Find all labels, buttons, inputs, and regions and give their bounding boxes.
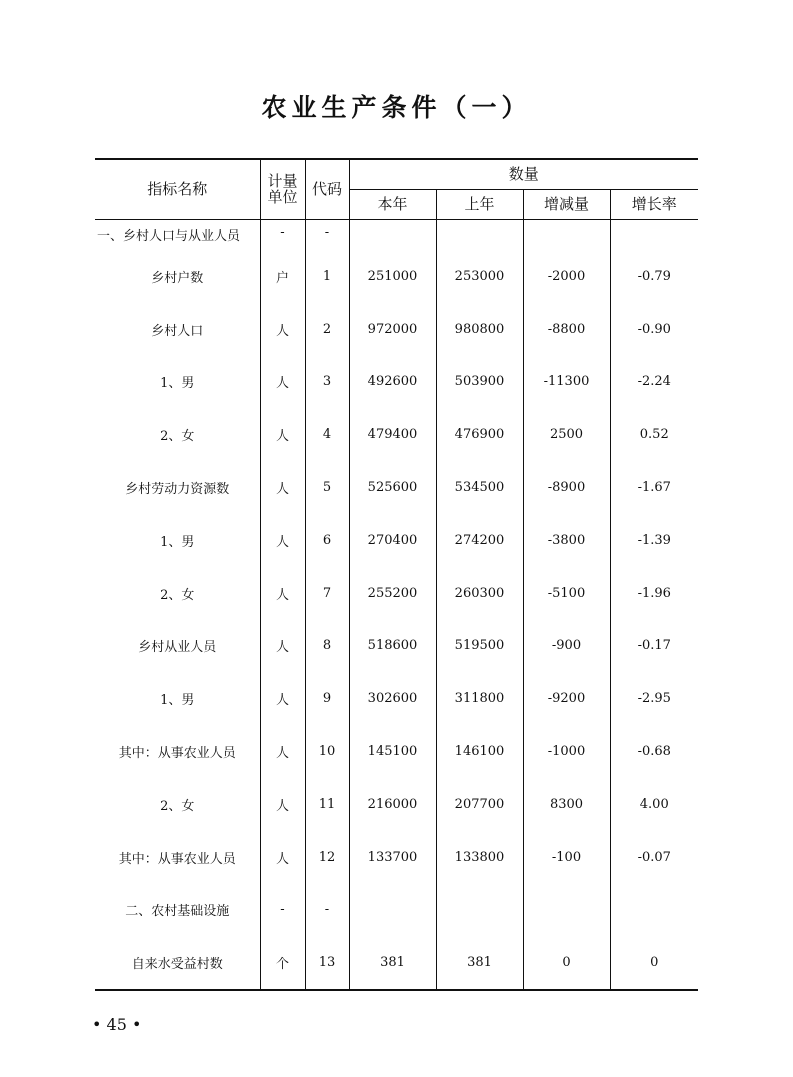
cell-unit: 人 xyxy=(260,620,305,673)
page-title: 农业生产条件（一） xyxy=(261,93,532,122)
cell-name: 2、女 xyxy=(95,567,260,620)
cell-this-year: 518600 xyxy=(349,620,436,673)
header-change: 增减量 xyxy=(523,190,610,220)
cell-unit: 人 xyxy=(260,725,305,778)
cell-growth: 0 xyxy=(610,936,698,990)
cell-this-year: 251000 xyxy=(349,250,436,303)
cell-name: 乡村从业人员 xyxy=(95,620,260,673)
cell-last-year: 381 xyxy=(436,936,523,990)
cell-change: -1000 xyxy=(523,725,610,778)
table-row xyxy=(95,778,698,831)
cell-last-year: 207700 xyxy=(436,778,523,831)
cell-this-year: 145100 xyxy=(349,725,436,778)
cell-growth: -2.95 xyxy=(610,672,698,725)
cell-change: -5100 xyxy=(523,567,610,620)
cell-last-year: 274200 xyxy=(436,514,523,567)
cell-unit: 个 xyxy=(260,936,305,990)
table-row xyxy=(95,356,698,409)
cell-growth: 4.00 xyxy=(610,778,698,831)
table-row xyxy=(95,303,698,356)
cell-name: 自来水受益村数 xyxy=(95,936,260,990)
cell-unit: - xyxy=(260,220,305,251)
table-row xyxy=(95,250,698,303)
cell-change: -9200 xyxy=(523,672,610,725)
cell-growth: -2.24 xyxy=(610,356,698,409)
statistics-table xyxy=(95,158,698,991)
table-row xyxy=(95,884,698,937)
cell-last-year: 260300 xyxy=(436,567,523,620)
header-quantity: 数量 xyxy=(349,159,698,190)
cell-growth: -0.68 xyxy=(610,725,698,778)
cell-last-year: 476900 xyxy=(436,408,523,461)
table-row xyxy=(95,220,698,251)
cell-last-year: 980800 xyxy=(436,303,523,356)
cell-name: 乡村户数 xyxy=(95,250,260,303)
cell-unit: 人 xyxy=(260,461,305,514)
header-unit: 计量单位 xyxy=(260,159,305,220)
cell-name: 1、男 xyxy=(95,672,260,725)
cell-unit: 人 xyxy=(260,778,305,831)
table-row xyxy=(95,461,698,514)
cell-this-year: 492600 xyxy=(349,356,436,409)
table-row xyxy=(95,620,698,673)
cell-growth: -0.90 xyxy=(610,303,698,356)
cell-this-year: 381 xyxy=(349,936,436,990)
cell-growth: 0.52 xyxy=(610,408,698,461)
table-row xyxy=(95,567,698,620)
cell-change: -3800 xyxy=(523,514,610,567)
cell-name: 2、女 xyxy=(95,408,260,461)
cell-unit: 人 xyxy=(260,567,305,620)
cell-change: -100 xyxy=(523,831,610,884)
cell-change: 0 xyxy=(523,936,610,990)
cell-code: 9 xyxy=(305,672,349,725)
header-growth: 增长率 xyxy=(610,190,698,220)
cell-change: -900 xyxy=(523,620,610,673)
cell-growth: -0.07 xyxy=(610,831,698,884)
cell-unit: 人 xyxy=(260,356,305,409)
cell-code: 12 xyxy=(305,831,349,884)
header-last-year: 上年 xyxy=(436,190,523,220)
cell-change: -8800 xyxy=(523,303,610,356)
table-row xyxy=(95,936,698,990)
cell-last-year xyxy=(436,884,523,937)
cell-last-year: 253000 xyxy=(436,250,523,303)
cell-growth xyxy=(610,884,698,937)
cell-change: -11300 xyxy=(523,356,610,409)
cell-code: 13 xyxy=(305,936,349,990)
cell-this-year: 255200 xyxy=(349,567,436,620)
table-row xyxy=(95,672,698,725)
cell-name: 乡村人口 xyxy=(95,303,260,356)
cell-code: 3 xyxy=(305,356,349,409)
cell-this-year: 270400 xyxy=(349,514,436,567)
cell-change xyxy=(523,220,610,251)
cell-this-year: 216000 xyxy=(349,778,436,831)
table-row xyxy=(95,408,698,461)
cell-last-year: 146100 xyxy=(436,725,523,778)
cell-unit: 人 xyxy=(260,672,305,725)
cell-growth: -0.79 xyxy=(610,250,698,303)
cell-this-year xyxy=(349,220,436,251)
cell-last-year: 519500 xyxy=(436,620,523,673)
cell-last-year xyxy=(436,220,523,251)
cell-unit: 人 xyxy=(260,303,305,356)
cell-code: 10 xyxy=(305,725,349,778)
cell-code: - xyxy=(305,884,349,937)
cell-code: 2 xyxy=(305,303,349,356)
table-row xyxy=(95,514,698,567)
cell-this-year: 525600 xyxy=(349,461,436,514)
table-row xyxy=(95,725,698,778)
cell-this-year: 479400 xyxy=(349,408,436,461)
cell-change: -2000 xyxy=(523,250,610,303)
cell-last-year: 311800 xyxy=(436,672,523,725)
cell-change: 8300 xyxy=(523,778,610,831)
cell-name: 1、男 xyxy=(95,356,260,409)
cell-change: -8900 xyxy=(523,461,610,514)
cell-unit: 人 xyxy=(260,514,305,567)
cell-unit: 人 xyxy=(260,408,305,461)
cell-code: 1 xyxy=(305,250,349,303)
cell-code: 7 xyxy=(305,567,349,620)
cell-unit: - xyxy=(260,884,305,937)
cell-change: 2500 xyxy=(523,408,610,461)
cell-this-year xyxy=(349,884,436,937)
header-code: 代码 xyxy=(305,159,349,220)
table-body xyxy=(95,220,698,991)
cell-name: 2、女 xyxy=(95,778,260,831)
cell-name: 一、乡村人口与从业人员 xyxy=(95,220,260,251)
cell-change xyxy=(523,884,610,937)
cell-this-year: 972000 xyxy=(349,303,436,356)
cell-name: 其中：从事农业人员 xyxy=(95,725,260,778)
cell-growth: -1.96 xyxy=(610,567,698,620)
cell-name: 1、男 xyxy=(95,514,260,567)
cell-last-year: 534500 xyxy=(436,461,523,514)
cell-code: 4 xyxy=(305,408,349,461)
cell-last-year: 133800 xyxy=(436,831,523,884)
cell-this-year: 133700 xyxy=(349,831,436,884)
cell-code: - xyxy=(305,220,349,251)
header-this-year: 本年 xyxy=(349,190,436,220)
table-row xyxy=(95,831,698,884)
cell-growth: -0.17 xyxy=(610,620,698,673)
cell-code: 11 xyxy=(305,778,349,831)
page-number: • 45 • xyxy=(92,1015,142,1034)
cell-growth: -1.67 xyxy=(610,461,698,514)
cell-code: 6 xyxy=(305,514,349,567)
cell-name: 二、农村基础设施 xyxy=(95,884,260,937)
cell-last-year: 503900 xyxy=(436,356,523,409)
cell-unit: 户 xyxy=(260,250,305,303)
cell-name: 其中：从事农业人员 xyxy=(95,831,260,884)
cell-growth xyxy=(610,220,698,251)
header-name: 指标名称 xyxy=(95,159,260,220)
cell-name: 乡村劳动力资源数 xyxy=(95,461,260,514)
cell-unit: 人 xyxy=(260,831,305,884)
cell-code: 5 xyxy=(305,461,349,514)
cell-this-year: 302600 xyxy=(349,672,436,725)
cell-code: 8 xyxy=(305,620,349,673)
cell-growth: -1.39 xyxy=(610,514,698,567)
